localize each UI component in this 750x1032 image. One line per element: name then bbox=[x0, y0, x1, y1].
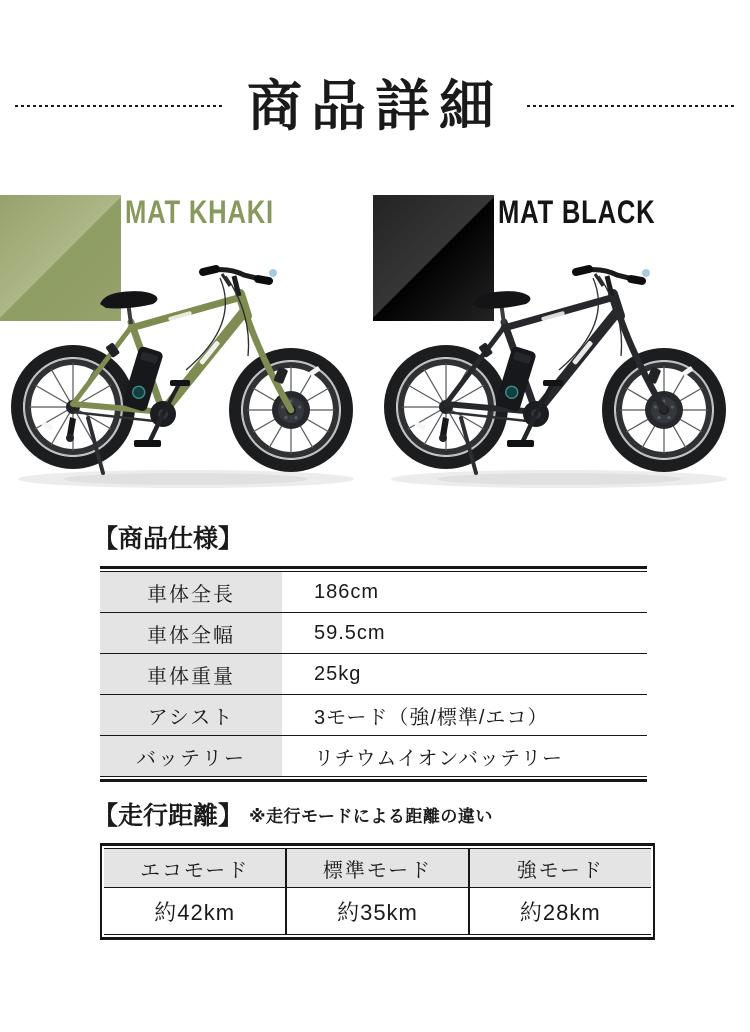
variant-black bbox=[373, 195, 748, 525]
distance-heading-note: ※走行モードによる距離の違い bbox=[249, 807, 493, 826]
distance-table bbox=[104, 848, 651, 935]
distance-section-heading bbox=[93, 801, 493, 831]
mode-value: 約35km bbox=[286, 888, 468, 935]
distance-header-row bbox=[104, 849, 651, 888]
spec-row bbox=[100, 695, 647, 736]
title-left-dashed-line bbox=[15, 105, 223, 107]
spec-label: 車体重量 bbox=[100, 654, 282, 695]
spec-value: リチウムイオンバッテリー bbox=[282, 736, 647, 777]
variant-label-black: MAT BLACK bbox=[498, 194, 656, 230]
spec-row bbox=[100, 572, 647, 613]
spec-value: 186cm bbox=[282, 572, 647, 613]
mode-value: 約42km bbox=[104, 888, 286, 935]
spec-value: 59.5cm bbox=[282, 613, 647, 654]
spec-label: 車体全幅 bbox=[100, 613, 282, 654]
spec-value: 25kg bbox=[282, 654, 647, 695]
page-header bbox=[0, 76, 750, 137]
bike-photo-khaki bbox=[0, 252, 375, 522]
spec-label: アシスト bbox=[100, 695, 282, 736]
spec-row bbox=[100, 613, 647, 654]
bike-photo-black bbox=[373, 252, 748, 522]
spec-section-heading: 【商品仕様】 bbox=[93, 525, 244, 553]
page-title: 商品詳細 bbox=[247, 75, 504, 137]
spec-table-frame bbox=[100, 566, 647, 782]
spec-label: バッテリー bbox=[100, 736, 282, 777]
mode-header: エコモード bbox=[104, 849, 286, 888]
distance-value-row bbox=[104, 888, 651, 935]
variant-label-khaki: MAT KHAKI bbox=[125, 194, 274, 230]
spec-row bbox=[100, 654, 647, 695]
spec-value: 3モード（強/標準/エコ） bbox=[282, 695, 647, 736]
variant-khaki bbox=[0, 195, 375, 525]
spec-label: 車体全長 bbox=[100, 572, 282, 613]
mode-header: 強モード bbox=[469, 849, 651, 888]
distance-table-frame bbox=[100, 843, 655, 940]
color-variants-section bbox=[0, 195, 750, 525]
title-right-dashed-line bbox=[527, 105, 735, 107]
mode-header: 標準モード bbox=[286, 849, 468, 888]
mode-value: 約28km bbox=[469, 888, 651, 935]
distance-heading-text: 【走行距離】 bbox=[93, 802, 244, 830]
spec-table bbox=[100, 571, 647, 777]
spec-row bbox=[100, 736, 647, 777]
